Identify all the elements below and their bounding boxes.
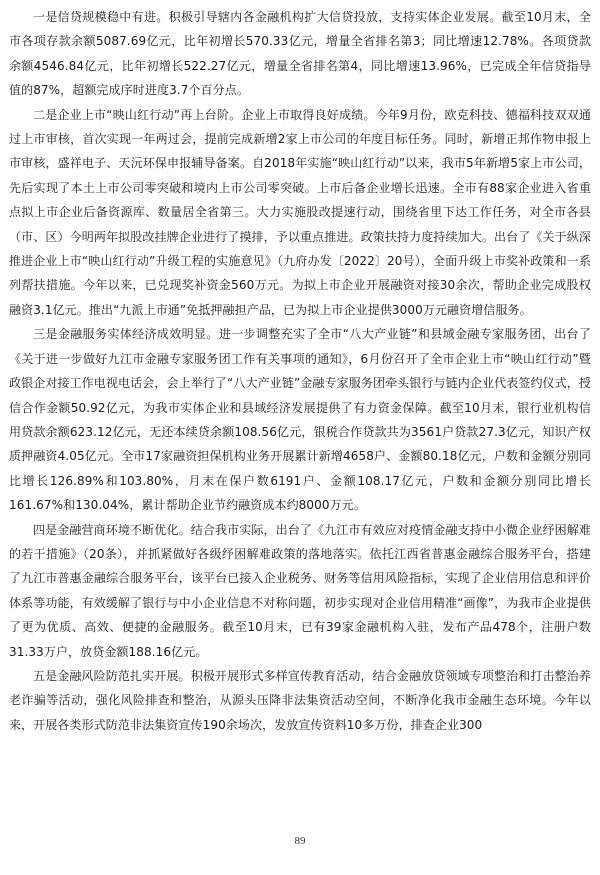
page-number: 89: [294, 835, 306, 847]
paragraph-listing-action: 二是企业上市“映山红行动”再上台阶。企业上市取得良好成绩。今年9月份，欧克科技、德福科技双双通过上市审核，首次实现一年两过会，提前完成新增2家上市公司的年度目标任务。同时，新增正邦作物申报上市审核，盛祥电子、天沅环保申报辅导备案。自2018年实施“映山红行动”以来，我市5年新增5家上市公司，先后实现了本土上市公司零突破和境内上市公司零突破。上市后备企业增长迅速。全市有88家企业进入省重点拟上市企业后备资源库、数量居全省第三。大力实施股改提速行动，围绕省里下达工作任务，对全市各县（市、区）今明两年拟股改挂牌企业进行了摸排，予以重点推进。政策扶持力度持续加大。出台了《关于纵深推进企业上市“映山红行动”升级工程的实施意见》（九府办发〔2022〕20号），全面升级上市奖补政策和一系列帮扶措施。今年以来，已兑现奖补资金560万元。为拟上市企业开展融资对接30余次，帮助企业完成股权融资3.1亿元。推出“九派上市通”免抵押融担产品，已为拟上市企业提供3000万元融资增信服务。: [9, 107, 591, 317]
paragraph-credit-scale: 一是信贷规模稳中有进。积极引导辖内各金融机构扩大信贷投放，支持实体企业发展。截至10月末，全市各项存款余额5087.69亿元，比年初增长570.33亿元，增量全省排名第3；同比增速12.78%。各项贷款余额4546.84亿元，比年初增长522.27亿元，增量全省排名第4，同比增速13.96%，已完成全年信贷指导值的87%，超额完成序时进度3.7个百分点。: [9, 10, 591, 98]
paragraph-risk-prevention: 五是金融风险防范扎实开展。积极开展形式多样宣传教育活动，结合金融放贷领域专项整治和打击整治养老诈骗等活动，强化风险排查和整治，从源头压降非法集资活动空间，不断净化我市金融生态环境。今年以来，开展各类形式防范非法集资宣传190余场次，发放宣传资料10多万份，排查企业300: [9, 668, 591, 732]
paragraph-financial-services: 三是金融服务实体经济成效明显。进一步调整充实了全市“八大产业链”和县域金融专家服务团，出台了《关于进一步做好九江市金融专家服务团工作有关事项的通知》，6月份召开了全市企业上市“映山红行动”暨政银企对接工作电视电话会，会上举行了“八大产业链”金融专家服务团牵头银行与链内企业代表签约仪式，授信合作金额50.92亿元，为我市实体企业和县域经济发展提供了有力资金保障。截至10月末，银行业机构信用贷款余额623.12亿元，无还本续贷余额108.56亿元，银税合作贷款共为3561户贷款27.3亿元，知识产权质押融资4.05亿元。全市17家融资担保机构业务开展累计新增4658户、金额80.18亿元，户数和金额分别同比增长126.89%和103.80%，月末在保户数6191户、金额108.17亿元，户数和金额分别同比增长161.67%和130.04%，累计帮助企业节约融资成本约8000万元。: [9, 327, 591, 513]
paragraph-business-environment: 四是金融营商环境不断优化。结合我市实际，出台了《九江市有效应对疫情金融支持中小微企业纾困解难的若干措施》（20条），并抓紧做好各级纾困解难政策的落地落实。依托江西省普惠金融综合服务平台，搭建了九江市普惠金融综合服务平台，该平台已接入企业税务、财务等信用风险指标，实现了企业信用信息和评价体系等功能，有效缓解了银行与中小企业信息不对称问题，初步实现对企业信用精准“画像”，为我市企业提供了更为优质、高效、便捷的金融服务。截至10月末，已有39家金融机构入驻，发布产品478个，注册户数31.33万户，放贷金额188.16亿元。: [9, 522, 591, 659]
